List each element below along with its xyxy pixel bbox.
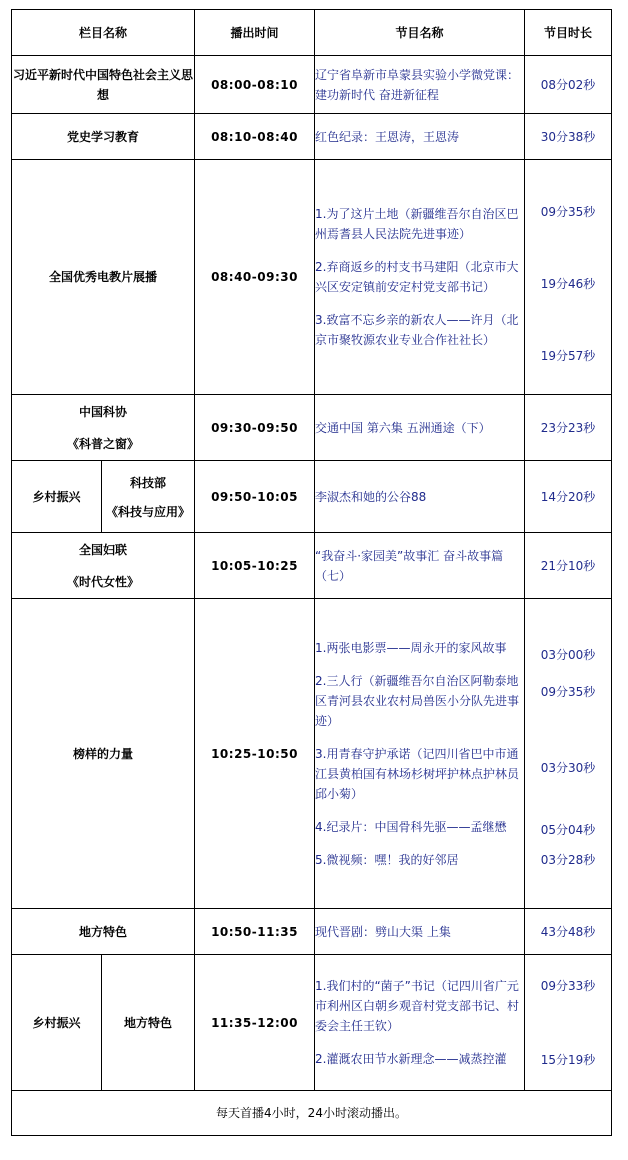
footer-row [12,1091,612,1136]
header-air-time: 播出时间 [195,10,315,56]
program-item: 1.为了这片土地（新疆维吾尔自治区巴州焉耆县人民法院先进事迹） [315,207,519,241]
program-item: 3.致富不忘乡亲的新农人——许月（北京市聚牧源农业专业合作社社长） [315,313,519,347]
duration: 08分02秒 [525,56,612,114]
duration: 21分10秒 [525,533,612,599]
table-row [12,955,612,1091]
program-name: 李淑杰和她的公谷88 [315,461,525,533]
air-time: 08:10-08:40 [195,114,315,160]
air-time: 10:50-11:35 [195,909,315,955]
table-row [12,395,612,461]
table-row [12,461,612,533]
air-time: 09:50-10:05 [195,461,315,533]
duration: 14分20秒 [525,461,612,533]
duration: 23分23秒 [525,395,612,461]
column-org: 中国科协 [79,404,128,419]
duration: 03分30秒 [540,761,596,775]
column-name: 全国优秀电教片展播 [12,160,195,395]
column-name: 党史学习教育 [12,114,195,160]
duration: 03分00秒 [540,648,596,662]
program-name: 辽宁省阜新市阜蒙县实验小学微党课：建功新时代 奋进新征程 [315,56,525,114]
program-item: 5.微视频：嘿！我的好邻居 [315,852,459,867]
program-list [315,599,525,909]
program-list [315,955,525,1091]
column-series: 《科普之窗》 [67,436,140,451]
duration: 09分35秒 [540,205,596,219]
program-item: 2.灌溉农田节水新理念——减蒸控灌 [315,1052,507,1066]
air-time: 09:30-09:50 [195,395,315,461]
duration: 19分57秒 [540,349,596,363]
column-name: 习近平新时代中国特色社会主义思想 [12,56,195,114]
column-name [102,461,195,533]
duration-list [525,599,612,909]
program-item: 1.两张电影票——周永开的家风故事 [315,640,507,655]
program-name: 现代晋剧：劈山大渠 上集 [315,909,525,955]
program-item: 2.三人行（新疆维吾尔自治区阿勒泰地区青河县农业农村局兽医小分队先进事迹） [315,673,520,728]
duration: 03分28秒 [540,853,596,867]
table-row [12,533,612,599]
program-item: 2.弃商返乡的村支书马建阳（北京市大兴区安定镇前安定村党支部书记） [315,260,519,294]
table-row [12,909,612,955]
duration: 43分48秒 [525,909,612,955]
program-item: 3.用青春守护承诺（记四川省巴中市通江县黄柏国有林场杉树坪护林点护林员邱小菊） [315,746,520,801]
column-name [12,533,195,599]
table-row [12,56,612,114]
header-row [12,10,612,56]
header-column-name: 栏目名称 [12,10,195,56]
air-time: 11:35-12:00 [195,955,315,1091]
duration: 19分46秒 [540,277,596,291]
program-list [315,160,525,395]
schedule-table [11,9,612,1136]
program-item: 4.纪录片：中国骨科先驱——孟继懋 [315,819,507,834]
program-name: 交通中国 第六集 五洲通途（下） [315,395,525,461]
column-name: 地方特色 [102,955,195,1091]
duration: 30分38秒 [525,114,612,160]
program-name: 红色纪录：王恩涛，王恩涛 [315,114,525,160]
table-row [12,114,612,160]
duration: 09分35秒 [540,685,596,699]
header-duration: 节目时长 [525,10,612,56]
program-name: “我奋斗·家园美”故事汇 奋斗故事篇（七） [315,533,525,599]
column-name: 榜样的力量 [12,599,195,909]
table-row [12,160,612,395]
program-item: 1.我们村的“菌子”书记（记四川省广元市利州区白朝乡观音村党支部书记、村委会主任王钦） [315,979,520,1033]
column-category: 乡村振兴 [12,955,102,1091]
air-time: 10:05-10:25 [195,533,315,599]
duration: 15分19秒 [540,1052,596,1067]
duration-list [525,955,612,1091]
footer-note: 每天首播4小时，24小时滚动播出。 [12,1091,612,1136]
column-series: 《时代女性》 [67,574,140,589]
column-name [12,395,195,461]
table-row [12,599,612,909]
air-time: 08:00-08:10 [195,56,315,114]
air-time: 08:40-09:30 [195,160,315,395]
air-time: 10:25-10:50 [195,599,315,909]
duration: 05分04秒 [540,823,596,837]
column-series: 《科技与应用》 [106,505,191,519]
column-org: 科技部 [130,476,167,490]
header-program-name: 节目名称 [315,10,525,56]
column-category: 乡村振兴 [12,461,102,533]
duration: 09分33秒 [540,978,596,993]
column-org: 全国妇联 [79,542,128,557]
duration-list [525,160,612,395]
column-name: 地方特色 [12,909,195,955]
